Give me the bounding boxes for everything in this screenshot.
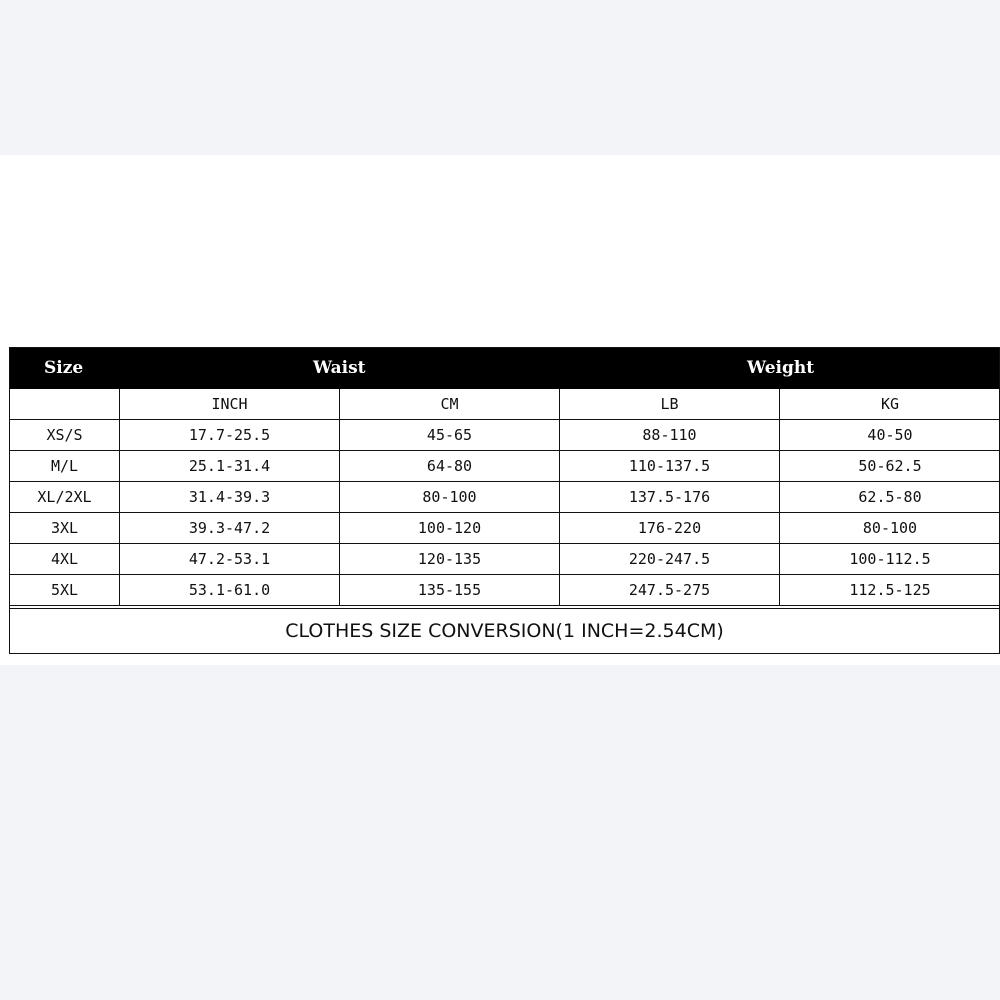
inch-cell: 31.4-39.3 — [120, 482, 340, 513]
cm-cell: 135-155 — [340, 575, 560, 606]
table-row — [10, 575, 1000, 606]
inch-cell: 17.7-25.5 — [120, 420, 340, 451]
cm-cell: 120-135 — [340, 544, 560, 575]
inch-cell: 25.1-31.4 — [120, 451, 340, 482]
size-cell: XS/S — [10, 420, 120, 451]
size-chart — [9, 347, 1000, 654]
inch-cell: 53.1-61.0 — [120, 575, 340, 606]
kg-cell: 80-100 — [780, 513, 1000, 544]
size-cell: 4XL — [10, 544, 120, 575]
table-row — [10, 513, 1000, 544]
unit-cell-inch: INCH — [120, 389, 340, 420]
table-row — [10, 482, 1000, 513]
kg-cell: 40-50 — [780, 420, 1000, 451]
cm-cell: 100-120 — [340, 513, 560, 544]
size-cell: 3XL — [10, 513, 120, 544]
kg-cell: 112.5-125 — [780, 575, 1000, 606]
cm-cell: 45-65 — [340, 420, 560, 451]
size-cell: M/L — [10, 451, 120, 482]
inch-cell: 39.3-47.2 — [120, 513, 340, 544]
unit-cell-cm: CM — [340, 389, 560, 420]
header-bar — [10, 348, 999, 389]
lb-cell: 88-110 — [560, 420, 780, 451]
lb-cell: 176-220 — [560, 513, 780, 544]
size-header: Size — [44, 358, 84, 378]
table-row — [10, 420, 1000, 451]
inch-cell: 47.2-53.1 — [120, 544, 340, 575]
lb-cell: 220-247.5 — [560, 544, 780, 575]
unit-cell-lb: LB — [560, 389, 780, 420]
lb-cell: 247.5-275 — [560, 575, 780, 606]
kg-cell: 100-112.5 — [780, 544, 1000, 575]
lb-cell: 110-137.5 — [560, 451, 780, 482]
unit-cell-size — [10, 389, 120, 420]
kg-cell: 50-62.5 — [780, 451, 1000, 482]
kg-cell: 62.5-80 — [780, 482, 1000, 513]
unit-cell-kg: KG — [780, 389, 1000, 420]
table-row — [10, 451, 1000, 482]
lb-cell: 137.5-176 — [560, 482, 780, 513]
unit-row — [10, 389, 1000, 420]
cm-cell: 64-80 — [340, 451, 560, 482]
table-row — [10, 544, 1000, 575]
size-cell: XL/2XL — [10, 482, 120, 513]
size-cell: 5XL — [10, 575, 120, 606]
size-table — [9, 389, 1000, 606]
conversion-note: CLOTHES SIZE CONVERSION(1 INCH=2.54CM) — [10, 608, 999, 653]
weight-header: Weight — [747, 358, 815, 378]
cm-cell: 80-100 — [340, 482, 560, 513]
waist-header: Waist — [313, 358, 366, 378]
